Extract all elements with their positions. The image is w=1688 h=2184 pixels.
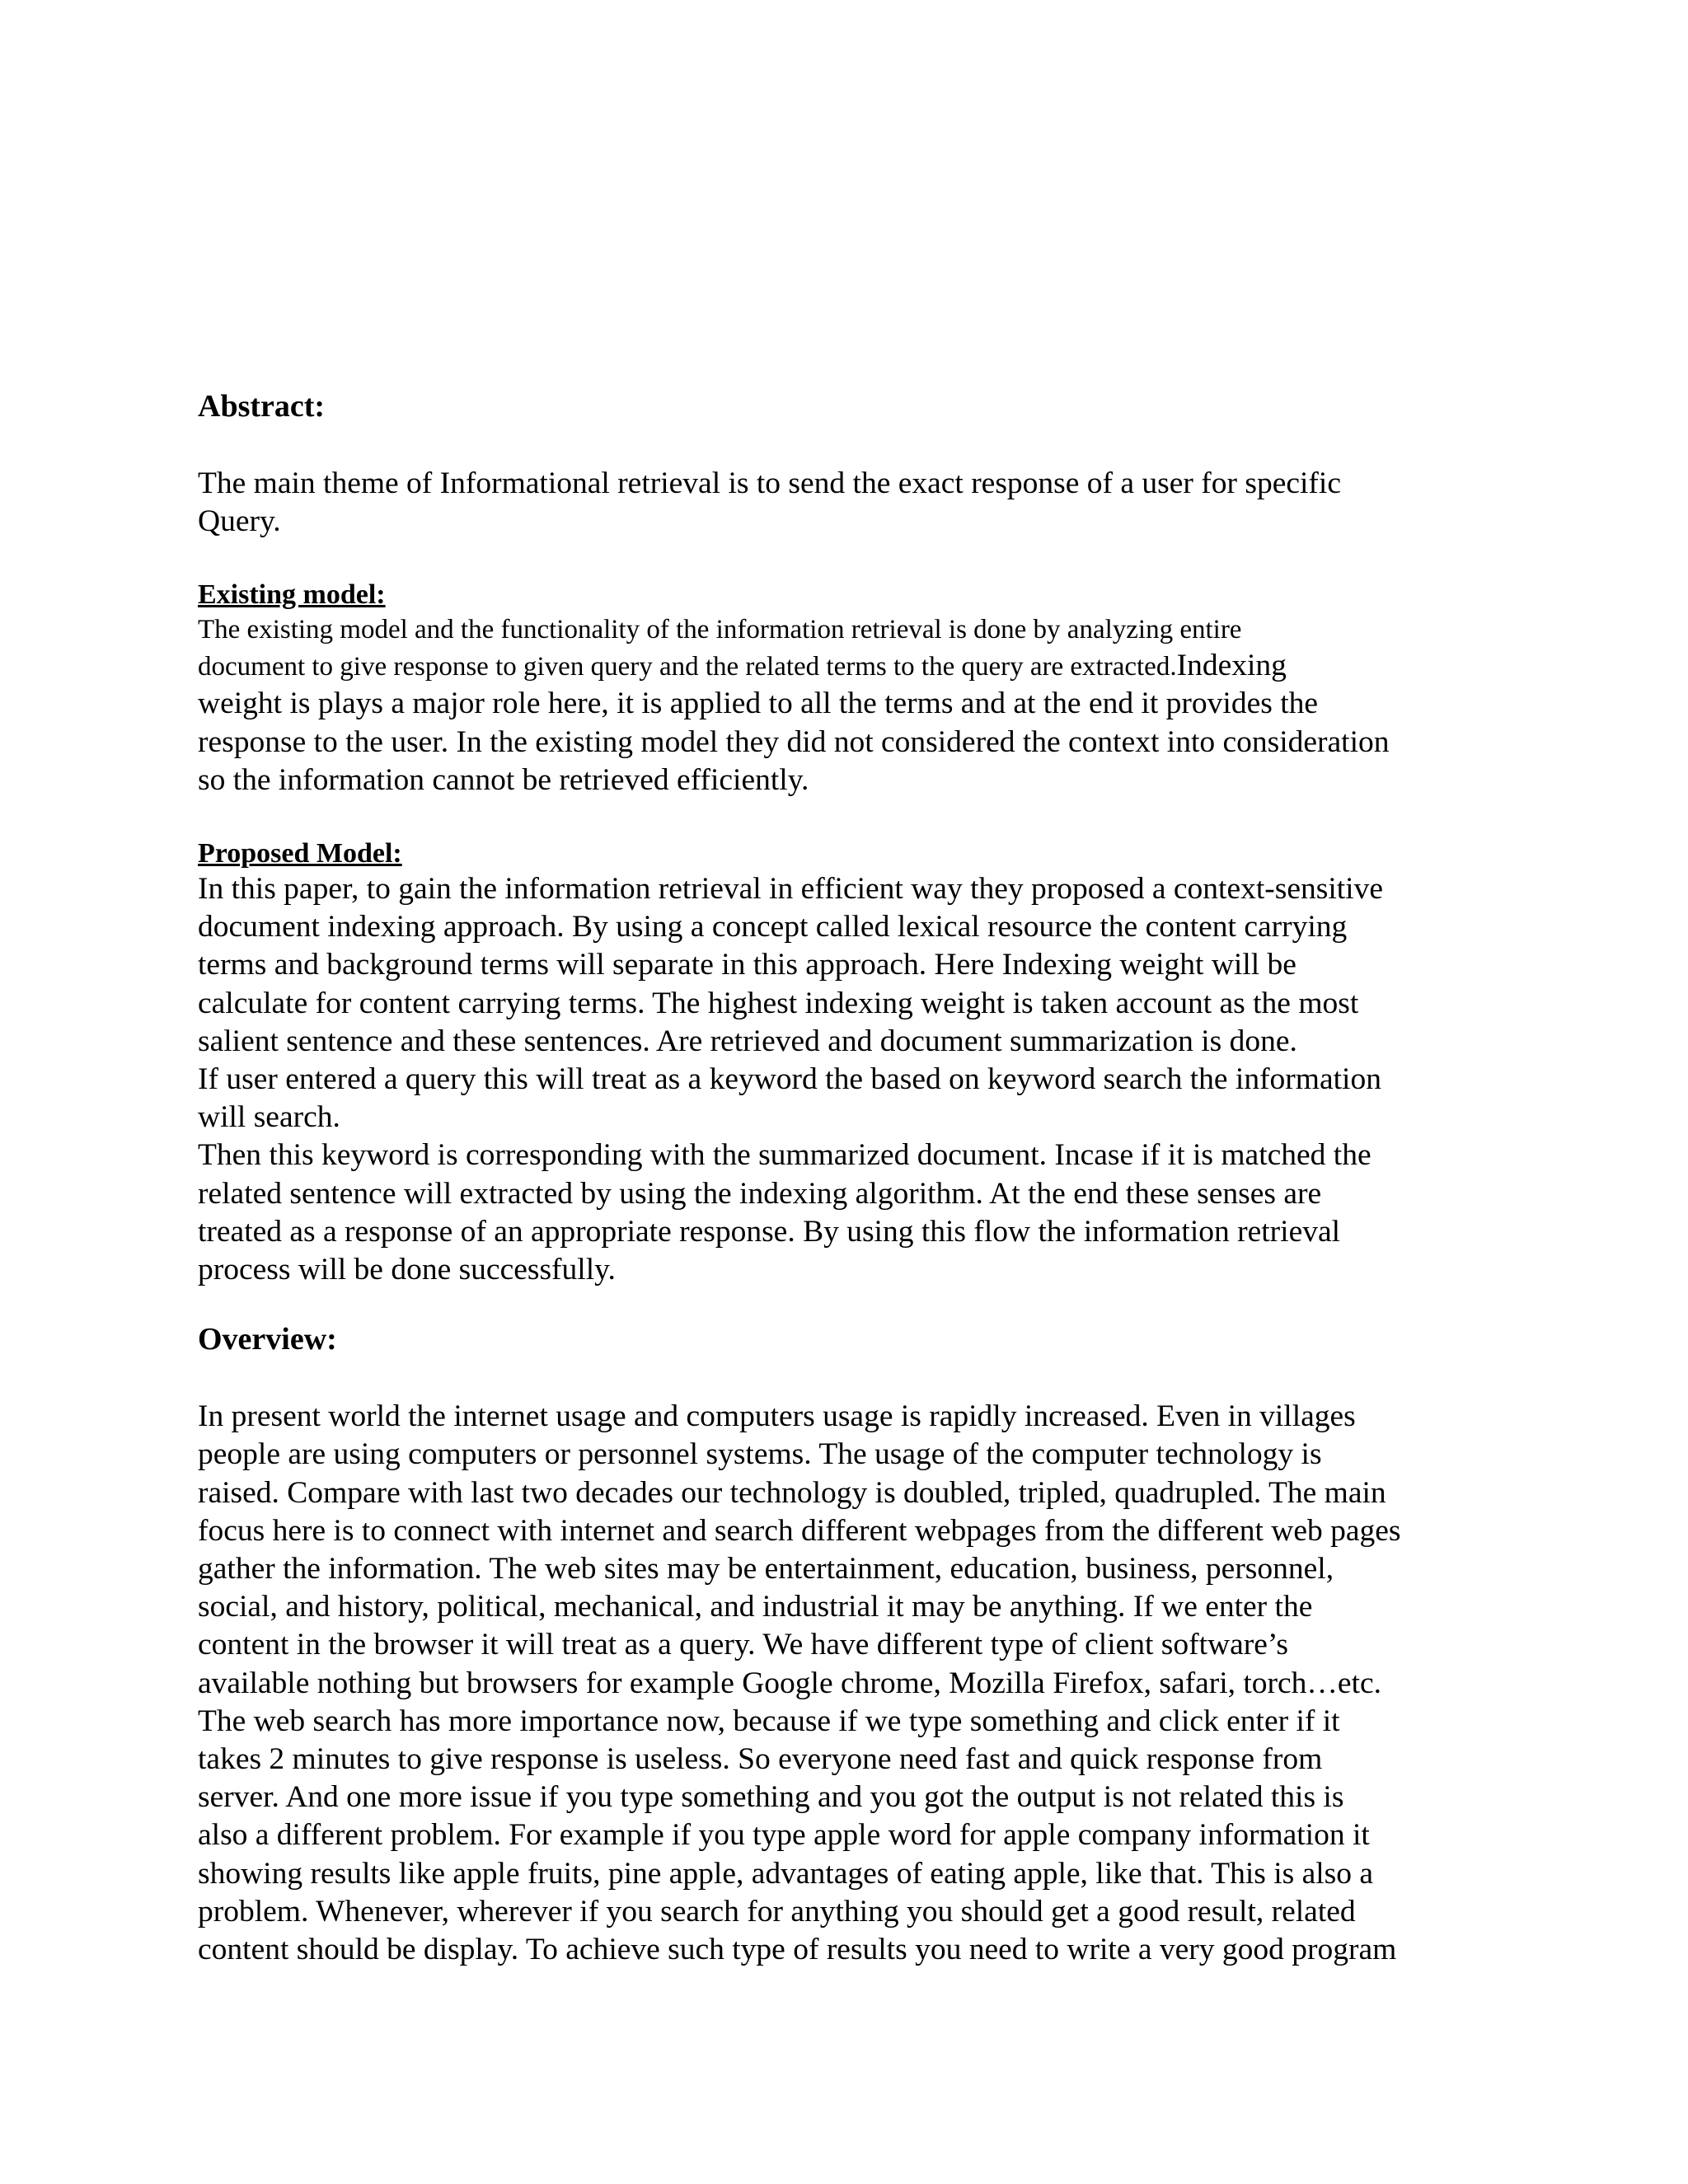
text-line: people are using computers or personnel systems. The usage of the computer technology is (198, 1437, 1322, 1472)
text-line: related sentence will extracted by using the indexing algorithm. At the end these senses are (198, 1176, 1322, 1211)
text-line: Query. (198, 504, 281, 539)
text-line: server. And one more issue if you type something and you got the output is not related this is (198, 1780, 1344, 1815)
text-line: content in the browser it will treat as a query. We have different type of client software’s (198, 1628, 1288, 1662)
text-line: weight is plays a major role here, it is applied to all the terms and at the end it provides the (198, 687, 1319, 721)
text-line: In present world the internet usage and computers usage is rapidly increased. Even in villages (198, 1399, 1356, 1434)
text-line: showing results like apple fruits, pine apple, advantages of eating apple, like that. This is also a (198, 1856, 1374, 1891)
abstract-heading: Abstract: (198, 389, 326, 424)
overview-paragraph (198, 1398, 1500, 1969)
text-line: social, and history, political, mechanical, and industrial it may be anything. If we enter the (198, 1590, 1313, 1624)
document-page (198, 387, 1500, 1969)
text-line: document indexing approach. By using a concept called lexical resource the content carrying (198, 910, 1348, 944)
text-line: problem. Whenever, wherever if you search for anything you should get a good result, related (198, 1894, 1356, 1929)
text-line: treated as a response of an appropriate response. By using this flow the information retrieval (198, 1214, 1341, 1249)
text-line: In this paper, to gain the information retrieval in efficient way they proposed a context-sensitive (198, 872, 1383, 907)
text-line: so the information cannot be retrieved efficiently. (198, 762, 809, 797)
text-line (198, 648, 1500, 685)
existing-model-heading: Existing model: (198, 579, 386, 611)
proposed-model-heading: Proposed Model: (198, 838, 402, 869)
text-line: raised. Compare with last two decades our technology is doubled, tripled, quadrupled. The main (198, 1475, 1386, 1510)
text-line: The web search has more importance now, because if we type something and click enter if it (198, 1704, 1340, 1738)
text-line: also a different problem. For example if you type apple word for apple company information it (198, 1818, 1370, 1853)
text-line: calculate for content carrying terms. The highest indexing weight is taken account as the most (198, 986, 1359, 1020)
text-line: process will be done successfully. (198, 1253, 616, 1287)
text-line: If user entered a query this will treat as a keyword the based on keyword search the information (198, 1062, 1381, 1097)
text-line: takes 2 minutes to give response is useless. So everyone need fast and quick response from (198, 1742, 1323, 1777)
text-line: response to the user. In the existing model they did not considered the context into consideration (198, 724, 1390, 759)
text-fragment: document to give response to given query and the related terms to the query are extracted. (198, 652, 1177, 682)
text-line: gather the information. The web sites may be entertainment, education, business, personnel, (198, 1552, 1334, 1586)
text-line: will search. (198, 1100, 340, 1135)
abstract-paragraph (198, 465, 1500, 541)
text-line: The existing model and the functionality of the information retrieval is done by analyzing entire (198, 615, 1242, 645)
text-line: terms and background terms will separate in this approach. Here Indexing weight will be (198, 948, 1296, 982)
text-line: available nothing but browsers for example Google chrome, Mozilla Firefox, safari, torch…etc. (198, 1666, 1382, 1700)
text-line: The main theme of Informational retrieval is to send the exact response of a user for specific (198, 466, 1341, 500)
existing-model-paragraph (198, 612, 1500, 799)
text-line: Then this keyword is corresponding with the summarized document. Incase if it is matched the (198, 1138, 1372, 1173)
text-line: salient sentence and these sentences. Are retrieved and document summarization is done. (198, 1024, 1297, 1058)
overview-heading: Overview: (198, 1322, 337, 1357)
text-line: content should be display. To achieve such type of results you need to write a very good program (198, 1933, 1397, 1967)
text-fragment: Indexing (1176, 649, 1287, 683)
proposed-model-paragraph (198, 870, 1500, 1289)
text-line: focus here is to connect with internet and search different webpages from the different web pages (198, 1513, 1401, 1548)
